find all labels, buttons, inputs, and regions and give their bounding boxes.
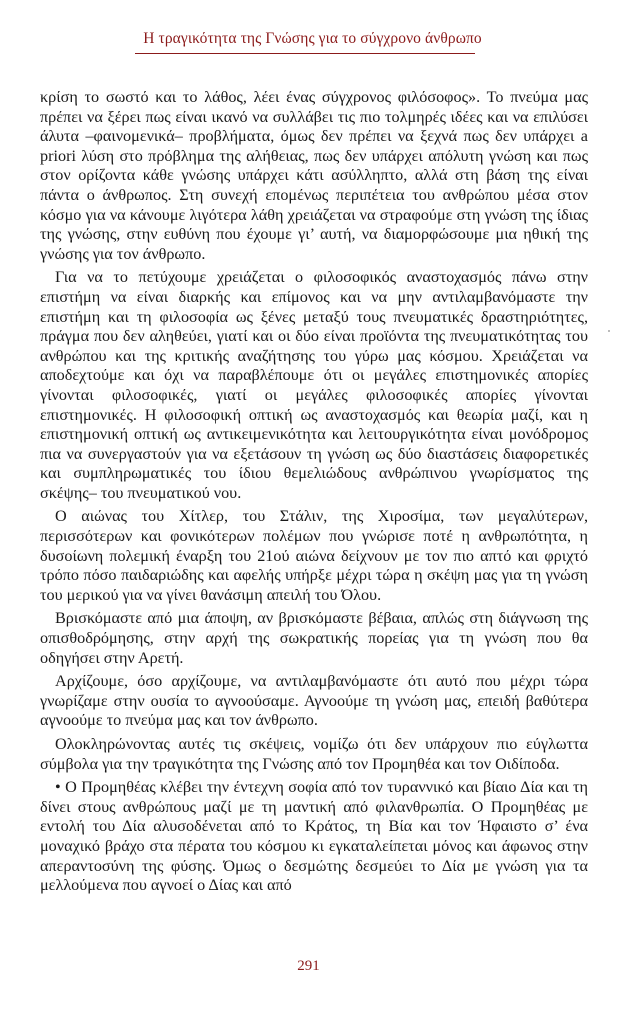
margin-dot [608,330,610,332]
paragraph: Για να το πετύχουμε χρειάζεται ο φιλοσοφικός αναστοχασμός πάνω στην επιστήμη να είναι διαρκής και επίμονος και να μην αντιλαμβανόμαστε την επιστήμη και τη φιλοσοφία ως ξένες μεταξύ τους πνευματικές δραστηριότητες, πράγμα που δεν αληθεύει, γιατί και οι δύο είναι προϊόντα της πνευματικότητας του ανθρώπου και της κριτικής αναζήτησης του γύρω μας κόσμου. Χρειάζεται να αποδεχτούμε και όχι να παραβλέπουμε ότι οι μεγάλες επιστημονικές απορίες γίνονται φιλοσοφικές, γιατί οι μεγάλες φιλοσοφικές απορίες γίνονται επιστημονικές. Η φιλοσοφική οπτική ως αναστοχασμός και θεωρία μαζί, και η επιστημονική οπτική ως αντικειμενικότητα και λειτουργικότητα είναι μονόδρομος πια να συνεργαστούν για να εξετάσουν τη γνώση ως δύο διαστάσεις διαφορετικές και συμπληρωματικές του ίδιου θεμελιώδους ανθρώπινου γνωρίσματος της σκέψης– του πνευματικού νου. [40,268,588,502]
paragraph: Ολοκληρώνοντας αυτές τις σκέψεις, νομίζω ότι δεν υπάρχουν πιο εύγλωττα σύμβολα για την τραγικότητα της Γνώσης από τον Προμηθέα και τον Οιδίποδα. [40,735,588,773]
paragraph: Ο αιώνας του Χίτλερ, του Στάλιν, της Χιροσίμα, των μεγαλύτερων, περισσότερων και φονικότερων πολέμων που γνώρισε ποτέ η ανθρωπότητα, η δυσοίωνη πολεμική έναρξη του 21ού αιώνα δείχνουν με τον πιο απτό και φριχτό τρόπο πόσο παιδαριώδης και αφελής υπήρξε μέχρι τώρα η σκέψη μας για τη γνώση του μερικού για να γίνει θανάσιμη απειλή του Όλου. [40,507,588,604]
paragraph: Βρισκόμαστε από μια άποψη, αν βρισκόμαστε βέβαια, απλώς στη διάγνωση της οπισθοδρόμησης, στην αρχή της σωκρατικής πορείας για τη γνώση που θα οδηγήσει στην Αρετή. [40,609,588,667]
header-underline [135,53,475,54]
page-number: 291 [297,958,320,974]
paragraph: Αρχίζουμε, όσο αρχίζουμε, να αντιλαμβανόμαστε ότι αυτό που μέχρι τώρα γνωρίζαμε στην ουσία το αγνοούσαμε. Αγνοούμε τη γνώση μας, επειδή βαθύτερα αγνοούμε το πνεύμα μας και τον άνθρωπο. [40,672,588,730]
bullet-paragraph: • Ο Προμηθέας κλέβει την έντεχνη σοφία από τον τυραννικό και βίαιο Δία και τη δίνει στους ανθρώπους μαζί με τη μαντική από φιλανθρωπία. Ο Προμηθέας με εντολή του Δία αλυσοδένεται από το Κράτος, τη Βία και τον Ήφαιστο σ’ ένα μοναχικό βράχο στα πέρατα του κόσμου κι εγκαταλείπεται μόνος και άφωνος στην απεραντοσύνη της φύσης. Όμως ο δεσμώτης δεσμεύει το Δία με γνώση για τα μελλούμενα που αγνοεί ο Δίας και από [40,778,588,895]
running-header: Η τραγικότητα της Γνώσης για το σύγχρονο άνθρωπο [143,30,482,47]
paragraph: κρίση το σωστό και το λάθος, λέει ένας σύγχρονος φιλόσοφος». Το πνεύμα μας πρέπει να ξέρει πως είναι ικανό να συλλάβει τις πιο τολμηρές ιδέες και να επιλύσει άλυτα –φαινομενικά– προβλήματα, όμως δεν πρέπει να ξεχνά πως δεν υπάρχει a priori λύση στο πρόβλημα της αλήθειας, πως δεν υπάρχει απόλυτη γνώση και πως στον ορίζοντα κάθε γνώσης υπάρχει κάτι ασύλληπτο, αλλά στη βάση της είναι πάντα ο άνθρωπος. Στη συνεχή επομένως περιπέτεια του ανθρώπου μέσα στον κόσμο για να κάνουμε λιγότερα λάθη χρειάζεται να στραφούμε στη γνώση της ίδιας της γνώσης, στην ευθύνη που έχουμε γι’ αυτή, να διαμορφώσουμε μια ηθική της γνώσης για τον άνθρωπο. [40,88,588,263]
body-text [40,88,588,900]
